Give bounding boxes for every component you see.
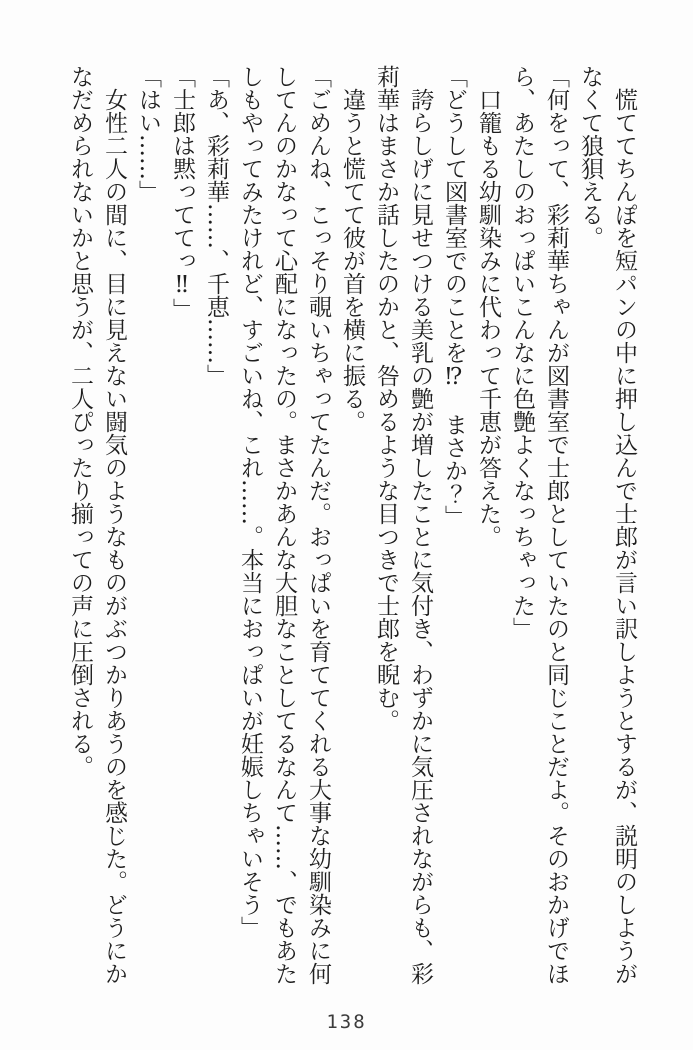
paragraph-narration: 誇らしげに見せつける美乳の艶が増したことに気付き、わずかに気圧されながらも、彩莉華はまさか話したのかと、咎めるような目つきで士郎を睨む。 [373, 65, 433, 985]
paragraph-dialogue: 「あ、彩莉華……、千恵……」 [203, 65, 229, 387]
paragraph-dialogue: 「ごめんね、こっそり覗いちゃってたんだ。おっぱいを育ててくれる大事な幼馴染みに何してんのかなって心配になったの。まさかあんな大胆なことしてるなんて……、でもあたしもやってみたけれど、すごいね、これ……。本当におっぱいが妊娠しちゃいそう」 [237, 65, 331, 985]
paragraph-narration: 違うと慌てて彼が首を横に振る。 [339, 88, 365, 433]
paragraph-narration: 女性二人の間に、目に見えない闘気のようなものがぶつかりあうのを感じた。どうにかなだめられないかと思うが、二人ぴったり揃っての声に圧倒される。 [67, 65, 127, 985]
paragraph-narration: 口籠もる幼馴染みに代わって千恵が答えた。 [475, 88, 501, 548]
vertical-text-block [63, 65, 641, 990]
paragraph-dialogue: 「どうして図書室でのことを⁉ まさか？」 [441, 65, 467, 528]
paragraph-dialogue: 「何をって、彩莉華ちゃんが図書室で士郎としていたのと同じことだよ。そのおかげでほら、あたしのおっぱいこんなに色艶よくなっちゃった」 [509, 65, 569, 985]
page-number: 138 [326, 1011, 367, 1033]
paragraph-dialogue: 「はい……」 [135, 65, 161, 203]
paragraph-narration: 慌ててちんぽを短パンの中に押し込んで士郎が言い訳しようとするが、説明のしようがなくて狼狽える。 [577, 65, 637, 985]
paragraph-dialogue: 「士郎は黙っててっ‼」 [169, 65, 195, 321]
